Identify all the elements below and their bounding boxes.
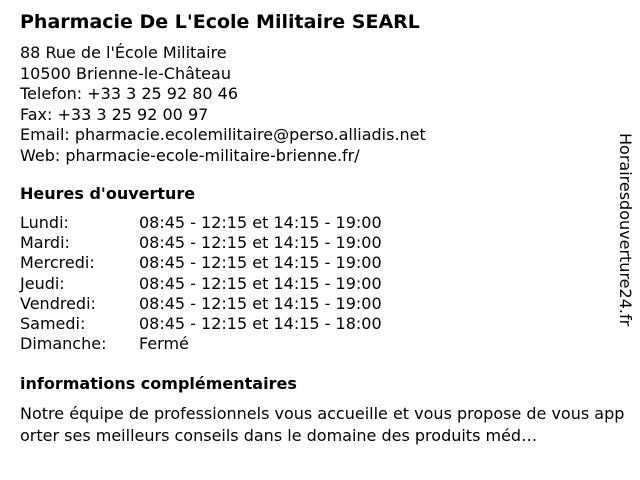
hours-time: 08:45 - 12:15 et 14:15 - 18:00	[139, 313, 382, 333]
address-city: 10500 Brienne-le-Château	[20, 63, 231, 83]
hours-time: 08:45 - 12:15 et 14:15 - 19:00	[139, 233, 382, 253]
page-title: Pharmacie De L'Ecole Militaire SEARL	[20, 11, 420, 33]
hours-day: Vendredi:	[20, 293, 96, 313]
hours-heading: Heures d'ouverture	[20, 184, 196, 203]
web-line: Web: pharmacie-ecole-militaire-brienne.fr/	[20, 145, 360, 165]
hours-day: Mardi:	[20, 233, 70, 253]
contact-block	[20, 43, 426, 166]
hours-day: Jeudi:	[20, 273, 65, 293]
address-street: 88 Rue de l'École Militaire	[20, 43, 227, 62]
hours-time: Fermé	[139, 334, 189, 354]
source-watermark: Horairesdouverture24.fr	[616, 133, 635, 327]
info-description: Notre équipe de professionnels vous accueille et vous propose de vous apporter ses meilleurs conseils dans le domaine des produits méd…	[20, 404, 625, 445]
hours-time: 08:45 - 12:15 et 14:15 - 19:00	[139, 273, 382, 293]
hours-day: Lundi:	[20, 213, 69, 232]
info-heading: informations complémentaires	[20, 374, 297, 393]
hours-time: 08:45 - 12:15 et 14:15 - 19:00	[139, 253, 382, 273]
phone-line: Telefon: +33 3 25 92 80 46	[20, 84, 239, 103]
hours-time: 08:45 - 12:15 et 14:15 - 19:00	[139, 293, 382, 313]
hours-day: Samedi:	[20, 313, 86, 333]
hours-day: Dimanche:	[20, 334, 107, 354]
hours-time: 08:45 - 12:15 et 14:15 - 19:00	[139, 213, 382, 232]
hours-day: Mercredi:	[20, 253, 95, 273]
email-line: Email: pharmacie.ecolemilitaire@perso.alliadis.net	[20, 125, 426, 144]
fax-line: Fax: +33 3 25 92 00 97	[20, 104, 209, 124]
